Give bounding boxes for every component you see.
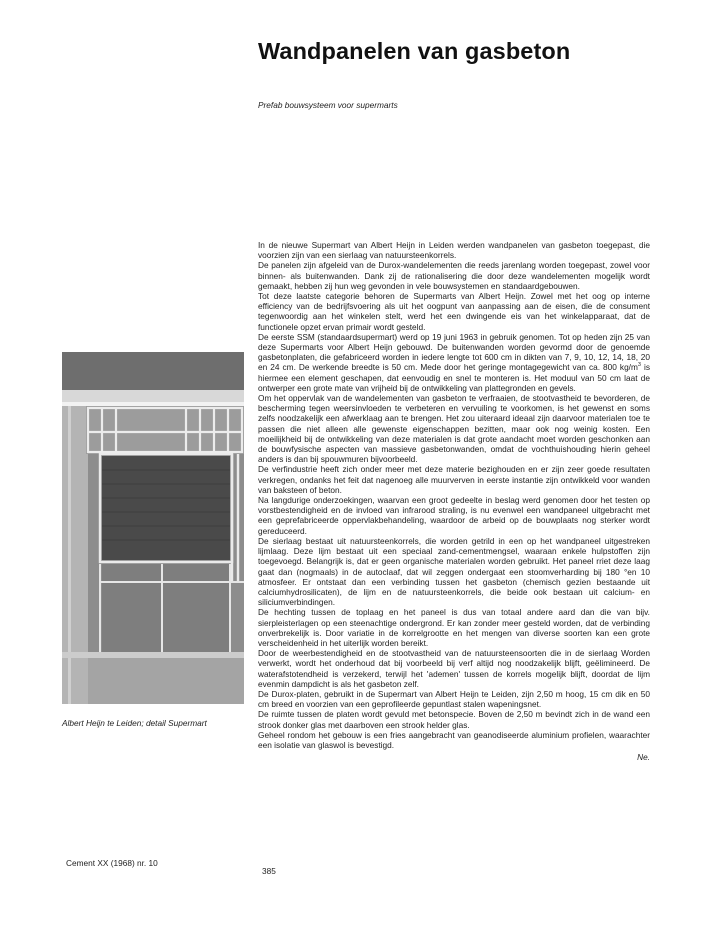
body-paragraph: De ruimte tussen de platen wordt gevuld met betonspecie. Boven de 2,50 m bevindt zich in de wand een strook donker glas met daarboven een strook helder glas. <box>258 709 650 730</box>
article-subtitle: Prefab bouwsysteem voor supermarts <box>258 100 398 110</box>
author-signature: Ne. <box>637 752 650 763</box>
supermart-detail-photo <box>62 352 244 704</box>
body-paragraph: De sierlaag bestaat uit natuursteenkorrels, die worden getrild in een op het wandpaneel uitgestreken lijmlaag. Deze lijm bestaat uit een speciaal zand-cementmengsel, waaraan enkele hulpstoffen zijn toegevoegd. Belangrijk is, dat er geen organische materialen worden gebruikt. Het paneel rriet deze laag gaat dan (nogmaals) in de autoclaaf, dat wil zeggen ondergaat een stoomverharding bij 180 °en 10 atmosfeer. Er ontstaat dan een verbinding tussen het gasbeton (chemisch gezien bestaande uit calciumhydrosilicaten), de lijm en de natuursteenkorrels, die beide ook bestaan uit calcium- en siliciumverbindingen. <box>258 535 650 608</box>
body-paragraph: De hechting tussen de toplaag en het paneel is dus van totaal andere aard dan die van bijv. sierpleisterlagen op een steenachtige ondergrond. Er kan zonder meer gesteld worden, dat de verbinding onverbrekelijk is. Door variatie in de korrelgrootte en het mengen van diverse soorten kan een grote verscheidenheid in het uiterlijk worden bereikt. <box>258 607 650 648</box>
body-paragraph: In de nieuwe Supermart van Albert Heijn in Leiden werden wandpanelen van gasbeton toegepast, die voorzien zijn van een sierlaag van natuursteenkorrels. <box>258 240 650 261</box>
body-paragraph: De verfindustrie heeft zich onder meer met deze materie bezighouden en er zijn zeer goede resultaten verkregen, ondanks het feit dat nagenoeg alle muurverven in eerste instantie zijn ontwikkeld voor wanden van baksteen of beton. <box>258 464 650 495</box>
unit-superscript: 3 <box>637 362 641 369</box>
body-paragraph-continuation: is hiermee een element geschapen, dat eenvoudig en snel te monteren is. Het moduul van 50 cm laat de ontwerper een grote mate van vrijheid bij de ontwikkeling van plattegronden en gevels. <box>258 362 650 393</box>
article-body <box>258 240 650 762</box>
body-paragraph: Door de weerbestendigheid en de stootvastheid van de natuursteensoorten die in de sierlaag Worden verwerkt, wordt het onderhoud dat bij voorbeeld bij verf altijd nog noodzakelijk blijft, geëlimineerd. De waterafstotendheid is verzekerd, terwijl het 'ademen' tussen de korrels mogelijk blijft, doordat de lijm evenmin dampdicht is als het gasbeton zelf. <box>258 648 650 689</box>
body-paragraph-text: De eerste SSM (standaardsupermart) werd op 19 juni 1963 in gebruik genomen. Tot op heden zijn 25 van deze Supermarts voor Albert Heijn gebouwd. De buitenwanden worden gevormd door de genoemde gasbetonplaten, die gefabriceerd worden in iedere lengte tot 600 cm in dikten van 7, 9, 10, 12, 14, 18, 20 en 24 cm. De werkende breedte is 50 cm. Mede door het geringe montagegewicht van ca. 800 kg/m <box>258 331 650 373</box>
body-paragraph: De panelen zijn afgeleid van de Durox-wandelementen die reeds jarenlang worden toegepast, zowel voor binnen- als buitenwanden. Dank zij de rationalisering die door deze wandelementen mogelijk wordt gemaakt, hebben zij hun weg gevonden in vele bouwsystemen en standaardgebouwen. <box>258 260 650 291</box>
journal-source: Cement XX (1968) nr. 10 <box>66 858 158 868</box>
body-paragraph: Geheel rondom het gebouw is een fries aangebracht van geanodiseerde aluminium profielen, waarachter een isolatie van glaswol is bevestigd. <box>258 729 650 750</box>
article-title: Wandpanelen van gasbeton <box>258 38 571 64</box>
body-paragraph <box>258 332 650 393</box>
body-paragraph: Tot deze laatste categorie behoren de Supermarts van Albert Heijn. Zowel met het oog op interne efficiency van de bedrijfsvoering als uit het oogpunt van aanpassing aan de eisen, die de consument tegenwoordig aan het winkelen stelt, werd het een dwingende eis van het winkelapparaat, dat de functionele opzet ervan primair wordt gesteld. <box>258 291 650 332</box>
figure-caption: Albert Heijn te Leiden; detail Supermart <box>62 718 207 728</box>
page-number: 385 <box>262 866 276 876</box>
body-paragraph: Om het oppervlak van de wandelementen van gasbeton te verfraaien, de stootvastheid te bevorderen, de bescherming tegen weersinvloeden te verbeteren en vervuiling te voorkomen, is het gewenst en soms zelfs noodzakelijk een afwerklaag aan te brengen. Het zou uiteraard ideaal zijn daarvoor materialen toe te passen die niet alleen alle gewenste eigenschappen bezitten, maar ook nog weinig kosten. Een moeilijkheid bij de ontwikkeling van deze materialen is dat grote aandacht moet worden geschonken aan de bouwfysische aspecten van massieve gasbetonwanden, omdat de vochthuishouding hierin geheel anders is dan bij spouwmuren bijvoorbeeld. <box>258 393 650 465</box>
body-paragraph: Na langdurige onderzoekingen, waarvan een groot gedeelte in beslag werd genomen door het testen op vorstbestendigheid en de invloed van infrarood straling, is nu evenwel een wandpaneel uitgebracht met een geprefabriceerde oppervlakbehandeling, waardoor de arbeid op de bouwplaats nog sterker wordt gereduceerd. <box>258 495 650 536</box>
body-paragraph: De Durox-platen, gebruikt in de Supermart van Albert Heijn te Leiden, zijn 2,50 m hoog, 15 cm dik en 50 cm breed en voorzien van een geprofileerde gepuntlast stalen wapeningsnet. <box>258 688 650 710</box>
